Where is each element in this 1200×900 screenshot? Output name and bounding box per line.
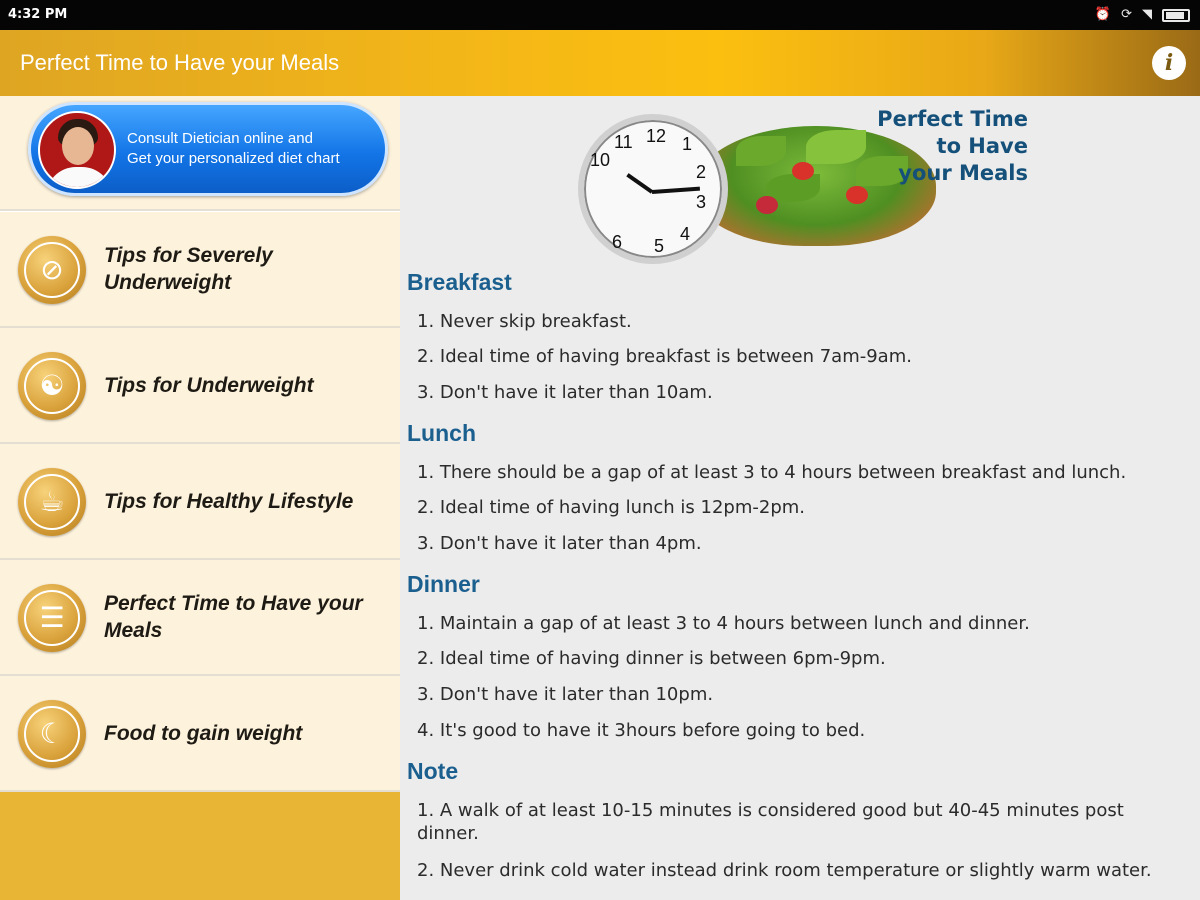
section-title-dinner: Dinner — [407, 571, 480, 597]
clock-image: 10 11 12 1 2 3 4 5 6 — [578, 114, 728, 264]
battery-icon — [1162, 9, 1190, 22]
list-item: 3. Don't have it later than 4pm. — [417, 533, 702, 554]
banana-icon: ☾ — [18, 700, 86, 768]
list-item: 4. It's good to have it 3hours before going to bed. — [417, 720, 866, 741]
status-icons — [1095, 6, 1190, 24]
info-button[interactable]: i — [1152, 46, 1186, 80]
sidebar-item-perfect-time-meals[interactable] — [0, 560, 400, 676]
status-time: 4:32 PM — [8, 7, 68, 22]
section-title-note: Note — [407, 758, 459, 784]
section-title-breakfast: Breakfast — [407, 269, 512, 295]
list-item: 1. There should be a gap of at least 3 to 4 hours between breakfast and lunch. — [417, 462, 1127, 483]
consult-line-2: Get your personalized diet chart — [127, 150, 340, 167]
sidebar-item-underweight[interactable] — [0, 328, 400, 444]
consult-line-1: Consult Dietician online and — [127, 130, 313, 147]
app-title: Perfect Time to Have your Meals — [20, 50, 340, 75]
section-title-lunch: Lunch — [407, 420, 476, 446]
list-item: 2. Ideal time of having dinner is between 6pm-9pm. — [417, 648, 886, 669]
list-item: 2. Ideal time of having breakfast is between 7am-9am. — [417, 346, 912, 367]
diet-chart-icon: ☰ — [18, 584, 86, 652]
sidebar-item-label: Perfect Time to Have your Meals — [104, 592, 363, 642]
list-item: 2. Never drink cold water instead drink room temperature or slightly warm water. — [417, 860, 1152, 881]
no-coffee-icon: ☕ — [18, 468, 86, 536]
content-panel — [400, 96, 1200, 900]
sidebar-item-healthy-lifestyle[interactable] — [0, 444, 400, 560]
no-smoking-icon: ⊘ — [18, 236, 86, 304]
banner-title: Perfect Time to Have your Meals — [877, 107, 1028, 185]
list-item: 2. Ideal time of having lunch is 12pm-2pm. — [417, 497, 806, 518]
sidebar-item-label: Food to gain weight — [104, 721, 303, 745]
sidebar-item-label: Tips for Severely Underweight — [104, 244, 273, 294]
sync-icon: ⟳ — [1121, 7, 1132, 22]
list-item: 1. Never skip breakfast. — [417, 311, 632, 332]
consult-text — [127, 129, 340, 169]
consult-dietician-button[interactable] — [28, 102, 388, 196]
list-item: 3. Don't have it later than 10am. — [417, 382, 713, 403]
sidebar-footer — [0, 792, 400, 900]
status-bar — [0, 0, 1200, 30]
list-item: 3. Don't have it later than 10pm. — [417, 684, 714, 705]
sidebar-item-severely-underweight[interactable] — [0, 212, 400, 328]
list-item: 1. Maintain a gap of at least 3 to 4 hours between lunch and dinner. — [417, 613, 1030, 634]
banner-image — [578, 104, 1028, 256]
sidebar-item-food-gain-weight[interactable] — [0, 676, 400, 792]
sidebar — [0, 96, 400, 900]
sidebar-item-label: Tips for Healthy Lifestyle — [104, 489, 354, 513]
list-item: 1. A walk of at least 10-15 minutes is considered good but 40-45 minutes post dinner. — [417, 800, 1124, 844]
app-bar — [0, 30, 1200, 96]
dietician-avatar — [38, 111, 116, 189]
wifi-icon: ◥ — [1142, 7, 1152, 22]
meditation-icon: ☯ — [18, 352, 86, 420]
sidebar-item-label: Tips for Underweight — [104, 373, 314, 397]
alarm-icon: ⏰ — [1094, 7, 1112, 22]
